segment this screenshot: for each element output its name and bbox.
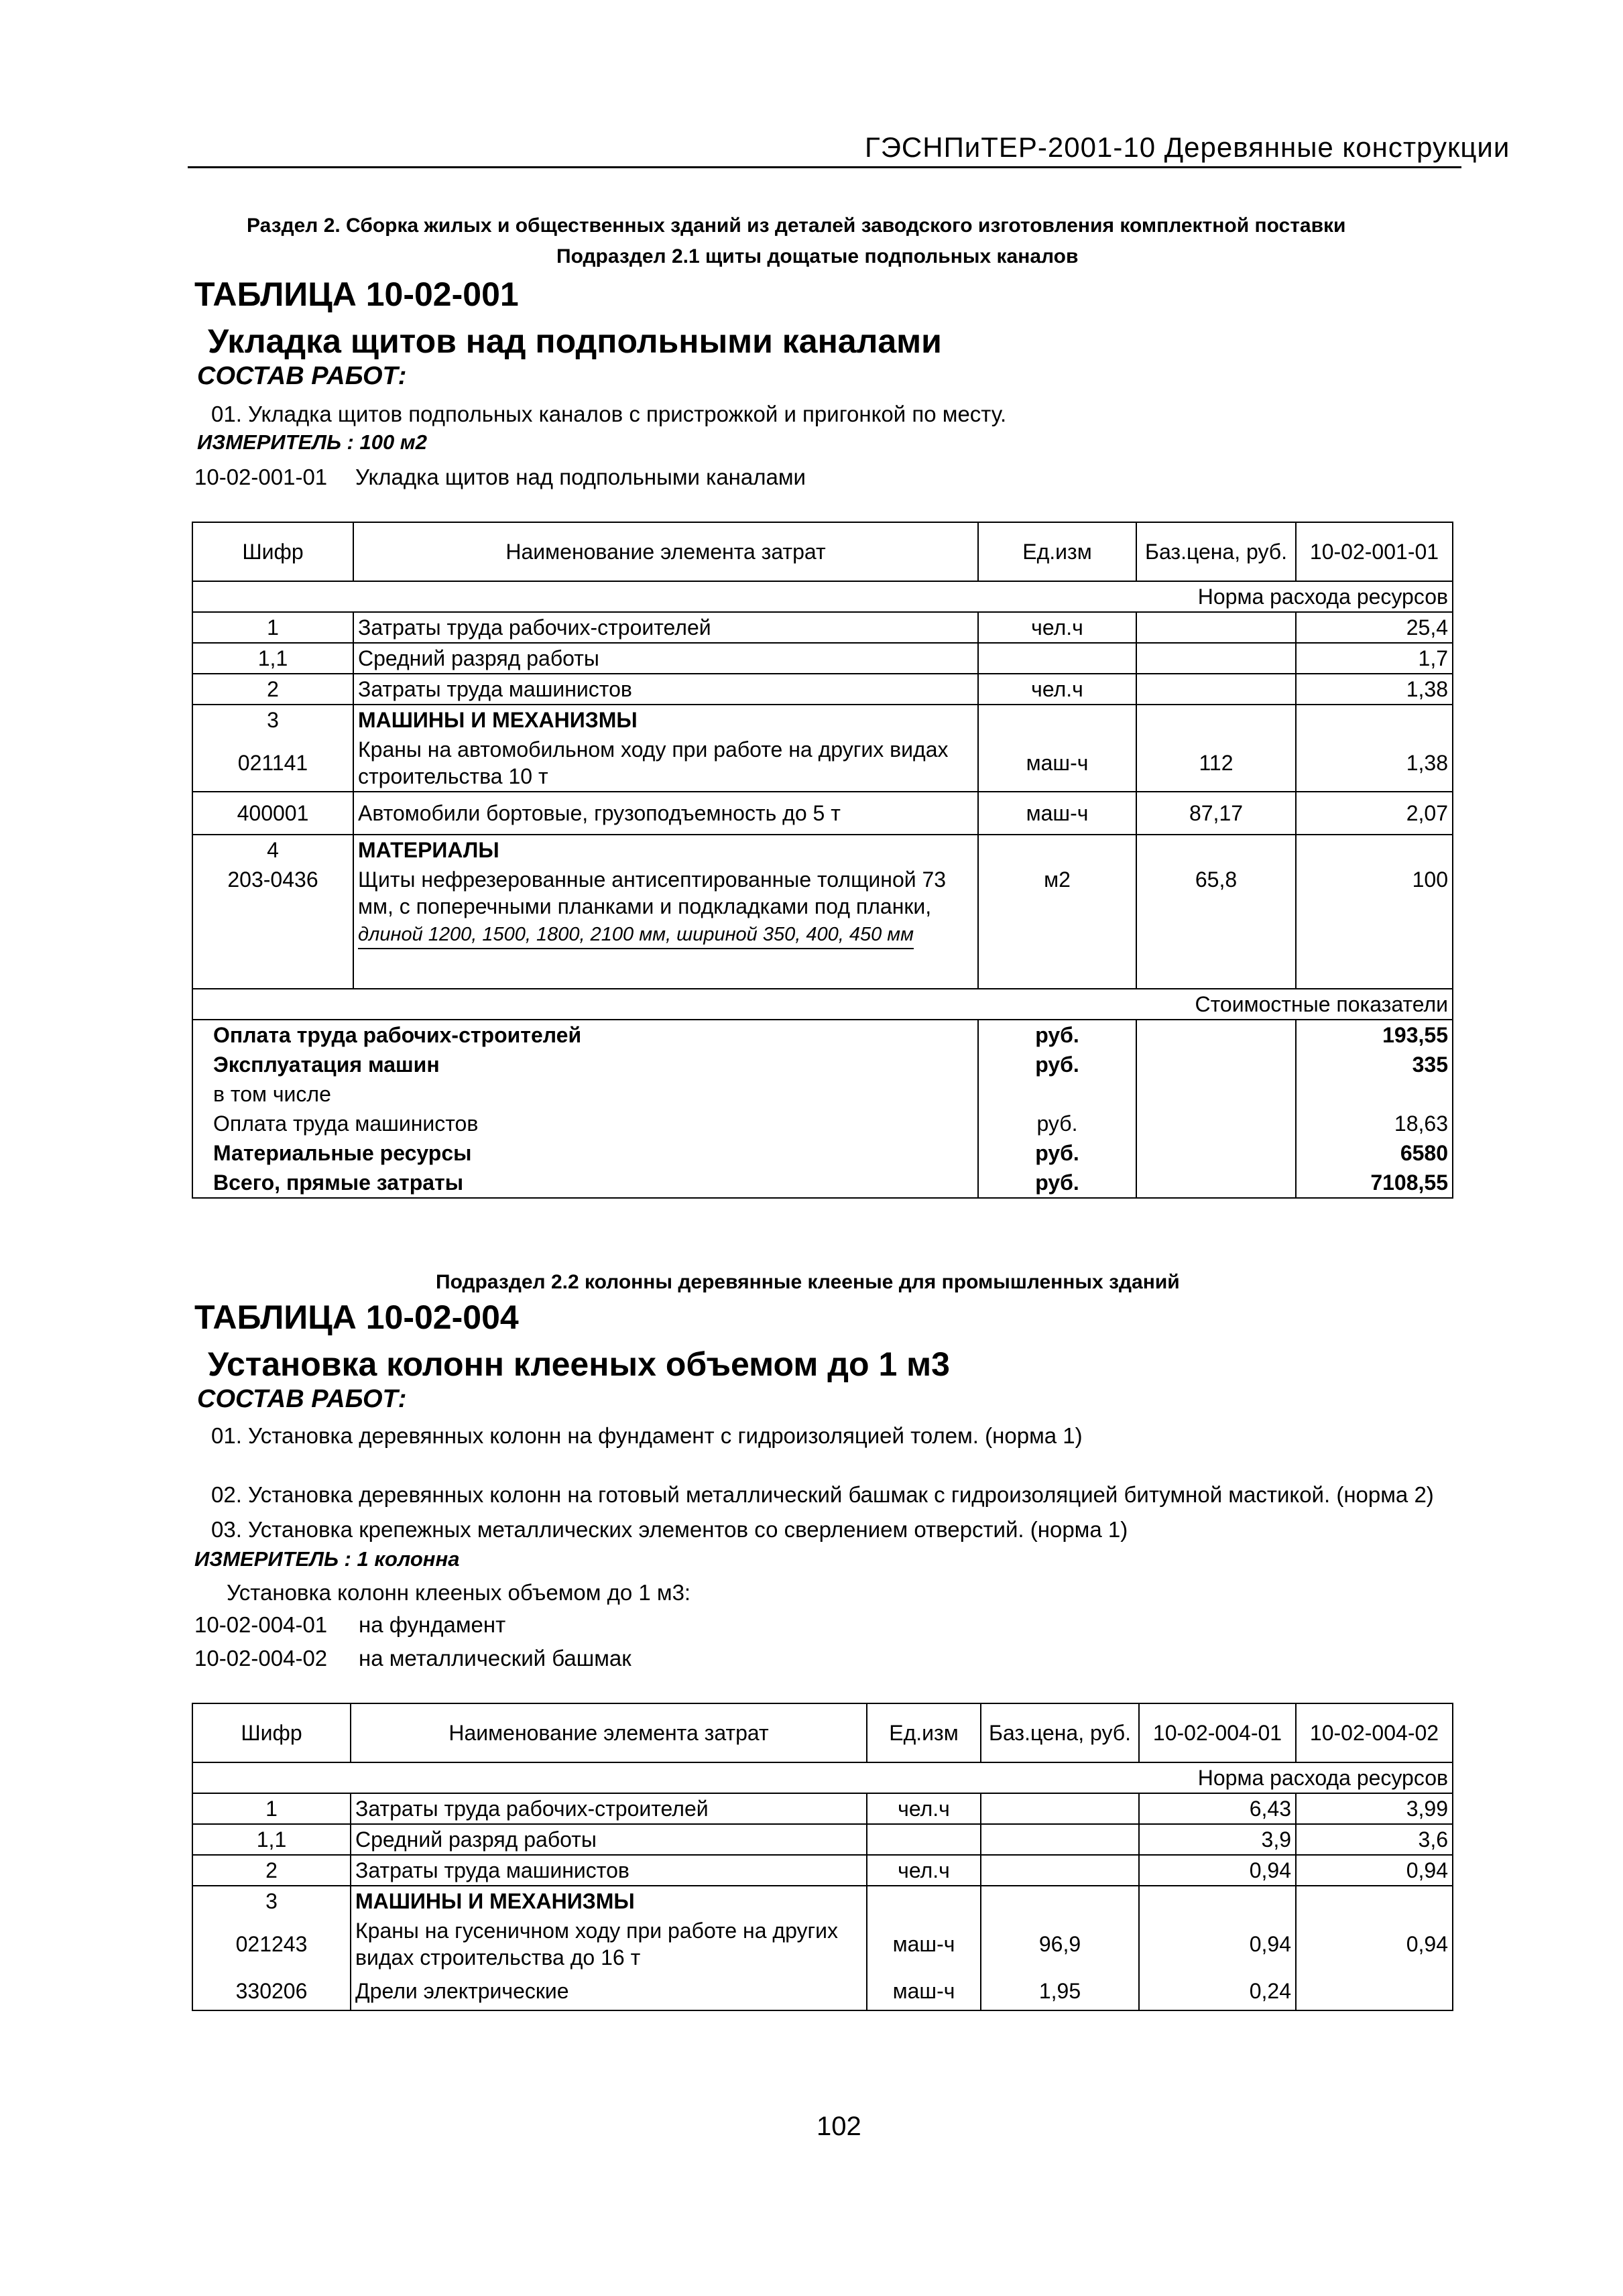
row-value-1: 3,9 — [1139, 1824, 1296, 1855]
table-row — [192, 1079, 1453, 1109]
row-price — [1136, 705, 1296, 735]
row-code: 203-0436 — [192, 865, 353, 989]
row-code: 1,1 — [192, 1824, 351, 1855]
table-row — [192, 1050, 1453, 1079]
table1-work-01: 01. Укладка щитов подпольных каналов с пристрожкой и пригонкой по месту. — [211, 402, 1007, 426]
table-row — [192, 705, 1453, 735]
table-row — [192, 1886, 1453, 1916]
table2 — [192, 1703, 1453, 2011]
table1-cost-label: Стоимостные показатели — [1296, 989, 1453, 1020]
row-value-1: 0,94 — [1139, 1916, 1296, 1972]
row-name: Дрели электрические — [351, 1972, 867, 2010]
cost-unit — [978, 1079, 1136, 1109]
table2-intro: Установка колонн клееных объемом до 1 м3: — [227, 1580, 691, 1605]
table2-code-1: 10-02-004-01 — [194, 1612, 328, 1637]
row-unit: маш-ч — [867, 1972, 981, 2010]
table2-code-2-text: на металлический башмак — [359, 1646, 632, 1671]
table2-header-norm-2: 10-02-004-02 — [1296, 1703, 1453, 1762]
table-row — [192, 1916, 1453, 1972]
table-row — [192, 1855, 1453, 1886]
table2-header-code: Шифр — [192, 1703, 351, 1762]
table2-title: Установка колонн клееных объемом до 1 м3 — [208, 1345, 950, 1383]
table2-header-name: Наименование элемента затрат — [351, 1703, 867, 1762]
table1-code: 10-02-001-01 — [194, 465, 328, 489]
cost-value: 6580 — [1296, 1138, 1453, 1168]
table2-works-heading: СОСТАВ РАБОТ: — [197, 1385, 407, 1413]
row-value-2 — [1296, 1886, 1453, 1916]
table1-header-name: Наименование элемента затрат — [353, 522, 978, 581]
cost-unit: руб. — [978, 1050, 1136, 1079]
row-unit: маш-ч — [978, 735, 1136, 792]
row-unit: маш-ч — [978, 792, 1136, 835]
row-price: 65,8 — [1136, 865, 1296, 989]
row-name-line-a: Щиты нефрезерованные антисептированные толщиной 73 мм, с поперечными планками и подкладками под планки, — [358, 867, 947, 918]
row-price — [1136, 674, 1296, 705]
table2-meter: ИЗМЕРИТЕЛЬ : 1 колонна — [194, 1547, 460, 1571]
row-name: Автомобили бортовые, грузоподъемность до 5 т — [353, 792, 978, 835]
row-value: 1,7 — [1296, 643, 1453, 674]
row-name: Затраты труда рабочих-строителей — [353, 612, 978, 643]
table-row — [192, 735, 1453, 792]
table1-cost-row — [192, 989, 1453, 1020]
table-row — [192, 1824, 1453, 1855]
row-unit — [867, 1824, 981, 1855]
row-price — [1136, 643, 1296, 674]
row-value: 1,38 — [1296, 735, 1453, 792]
row-price: 1,95 — [981, 1972, 1139, 2010]
row-code: 3 — [192, 705, 353, 735]
row-price — [1136, 612, 1296, 643]
table1-norm-label: Норма расхода ресурсов — [1136, 581, 1453, 612]
table-row — [192, 1138, 1453, 1168]
table2-norm-row — [192, 1762, 1453, 1793]
table2-header-row — [192, 1703, 1453, 1762]
row-value-1: 0,24 — [1139, 1972, 1296, 2010]
table1-header-norm: 10-02-001-01 — [1296, 522, 1453, 581]
row-price — [981, 1855, 1139, 1886]
row-value-2: 0,94 — [1296, 1916, 1453, 1972]
table-row — [192, 792, 1453, 835]
table2-code-1-text: на фундамент — [359, 1612, 506, 1637]
table-row — [192, 835, 1453, 865]
row-unit — [978, 643, 1136, 674]
row-price: 96,9 — [981, 1916, 1139, 1972]
table-row — [192, 1972, 1453, 2010]
row-value: 2,07 — [1296, 792, 1453, 835]
table-row — [192, 1020, 1453, 1050]
cost-name: Материальные ресурсы — [192, 1138, 978, 1168]
row-name: МАШИНЫ И МЕХАНИЗМЫ — [351, 1886, 867, 1916]
row-code: 1 — [192, 1793, 351, 1824]
row-value — [1296, 835, 1453, 865]
row-price — [981, 1793, 1139, 1824]
cost-value — [1296, 1079, 1453, 1109]
cost-name: Оплата труда машинистов — [192, 1109, 978, 1138]
table-row — [192, 643, 1453, 674]
row-value — [1296, 705, 1453, 735]
table2-code-2: 10-02-004-02 — [194, 1646, 328, 1671]
table2-norm-label: Норма расхода ресурсов — [1139, 1762, 1453, 1793]
table1-id: ТАБЛИЦА 10-02-001 — [194, 276, 519, 313]
row-unit: чел.ч — [867, 1855, 981, 1886]
table1-code-text: Укладка щитов над подпольными каналами — [355, 465, 806, 489]
cost-unit: руб. — [978, 1109, 1136, 1138]
subsection-title-2: Подраздел 2.2 колонны деревянные клееные для промышленных зданий — [436, 1271, 1180, 1293]
row-code: 400001 — [192, 792, 353, 835]
row-code: 3 — [192, 1886, 351, 1916]
row-name: Затраты труда машинистов — [351, 1855, 867, 1886]
running-header: ГЭСНПиТЕР-2001-10 Деревянные конструкции — [865, 131, 1510, 163]
table1-header-price: Баз.цена, руб. — [1136, 522, 1296, 581]
row-unit: чел.ч — [867, 1793, 981, 1824]
row-price — [981, 1824, 1139, 1855]
cost-value: 193,55 — [1296, 1020, 1453, 1050]
row-price — [1136, 835, 1296, 865]
table2-header-unit: Ед.изм — [867, 1703, 981, 1762]
row-value-1: 0,94 — [1139, 1855, 1296, 1886]
row-price: 112 — [1136, 735, 1296, 792]
cost-name: Всего, прямые затраты — [192, 1168, 978, 1198]
cost-unit: руб. — [978, 1138, 1136, 1168]
row-code: 4 — [192, 835, 353, 865]
row-value: 100 — [1296, 865, 1453, 989]
row-value-2: 3,6 — [1296, 1824, 1453, 1855]
cost-value: 335 — [1296, 1050, 1453, 1079]
section-title: Раздел 2. Сборка жилых и общественных зданий из деталей заводского изготовления комплектной поставки — [247, 215, 1346, 237]
table1-header-row — [192, 522, 1453, 581]
row-name: Затраты труда рабочих-строителей — [351, 1793, 867, 1824]
row-unit — [978, 705, 1136, 735]
row-unit: м2 — [978, 865, 1136, 989]
table1-works-heading: СОСТАВ РАБОТ: — [197, 362, 407, 390]
table-row — [192, 1168, 1453, 1198]
table-row — [192, 674, 1453, 705]
cost-name: Эксплуатация машин — [192, 1050, 978, 1079]
table2-header-norm-1: 10-02-004-01 — [1139, 1703, 1296, 1762]
cost-unit: руб. — [978, 1168, 1136, 1198]
row-unit: маш-ч — [867, 1916, 981, 1972]
table2-work-03: 03. Установка крепежных металлических элементов со сверлением отверстий. (норма 1) — [211, 1517, 1128, 1542]
row-name — [353, 865, 978, 989]
row-name: МАШИНЫ И МЕХАНИЗМЫ — [353, 705, 978, 735]
row-code: 2 — [192, 1855, 351, 1886]
cost-unit: руб. — [978, 1020, 1136, 1050]
table2-id: ТАБЛИЦА 10-02-004 — [194, 1298, 519, 1336]
row-name-line-b: длиной 1200, 1500, 1800, 2100 мм, шириной 350, 400, 450 мм — [358, 921, 914, 949]
table2-work-02: 02. Установка деревянных колонн на готовый металлический башмак с гидроизоляцией битумной мастикой. (норма 2) — [211, 1482, 1434, 1507]
table1-meter: ИЗМЕРИТЕЛЬ : 100 м2 — [197, 430, 427, 454]
cost-name: в том числе — [192, 1079, 978, 1109]
row-price: 87,17 — [1136, 792, 1296, 835]
row-unit: чел.ч — [978, 674, 1136, 705]
row-value-2: 0,94 — [1296, 1855, 1453, 1886]
row-unit — [867, 1886, 981, 1916]
row-code: 021243 — [192, 1916, 351, 1972]
row-value-2 — [1296, 1972, 1453, 2010]
row-code: 021141 — [192, 735, 353, 792]
row-value-1: 6,43 — [1139, 1793, 1296, 1824]
row-unit — [978, 835, 1136, 865]
row-value: 25,4 — [1296, 612, 1453, 643]
table1-header-unit: Ед.изм — [978, 522, 1136, 581]
table1-norm-row — [192, 581, 1453, 612]
row-code: 2 — [192, 674, 353, 705]
row-name: Краны на гусеничном ходу при работе на других видах строительства до 16 т — [351, 1916, 867, 1972]
page-number: 102 — [817, 2112, 861, 2141]
table-row — [192, 1109, 1453, 1138]
table2-work-01: 01. Установка деревянных колонн на фундамент с гидроизоляцией толем. (норма 1) — [211, 1423, 1083, 1448]
row-name: Краны на автомобильном ходу при работе на других видах строительства 10 т — [353, 735, 978, 792]
row-name: МАТЕРИАЛЫ — [353, 835, 978, 865]
row-value-1 — [1139, 1886, 1296, 1916]
header-rule — [188, 166, 1461, 168]
row-code: 330206 — [192, 1972, 351, 2010]
table1-header-code: Шифр — [192, 522, 353, 581]
table-row — [192, 865, 1453, 989]
row-unit: чел.ч — [978, 612, 1136, 643]
row-name: Средний разряд работы — [353, 643, 978, 674]
table-row — [192, 1793, 1453, 1824]
row-value-2: 3,99 — [1296, 1793, 1453, 1824]
table-row — [192, 612, 1453, 643]
row-code: 1 — [192, 612, 353, 643]
cost-name: Оплата труда рабочих-строителей — [192, 1020, 978, 1050]
row-name: Средний разряд работы — [351, 1824, 867, 1855]
cost-value: 18,63 — [1296, 1109, 1453, 1138]
row-price — [981, 1886, 1139, 1916]
table1 — [192, 522, 1453, 1199]
row-code: 1,1 — [192, 643, 353, 674]
row-value: 1,38 — [1296, 674, 1453, 705]
subsection-title-1: Подраздел 2.1 щиты дощатые подпольных каналов — [556, 245, 1079, 267]
table1-title: Укладка щитов над подпольными каналами — [208, 322, 942, 360]
row-name: Затраты труда машинистов — [353, 674, 978, 705]
cost-value: 7108,55 — [1296, 1168, 1453, 1198]
table2-header-price: Баз.цена, руб. — [981, 1703, 1139, 1762]
